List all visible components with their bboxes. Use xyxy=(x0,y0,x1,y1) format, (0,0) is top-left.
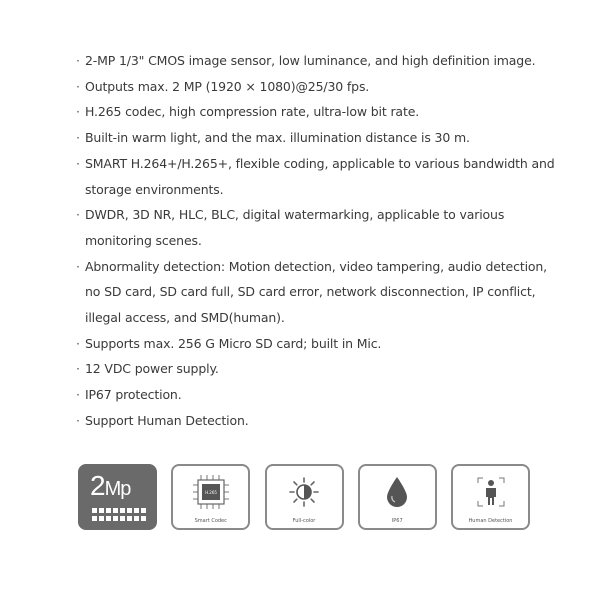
feature-list xyxy=(76,48,556,434)
human-detection-caption: Human Detection xyxy=(468,518,513,524)
feature-item xyxy=(76,125,556,151)
bullet: · xyxy=(76,130,80,146)
bullet: · xyxy=(76,361,80,377)
2mp-card xyxy=(78,464,157,530)
bullet: · xyxy=(76,258,80,274)
feature-text: 2-MP 1/3" CMOS image sensor, low luminance, and high definition image. xyxy=(85,53,536,68)
feature-item xyxy=(76,254,556,331)
bullet: · xyxy=(76,387,80,403)
bullet: · xyxy=(76,155,80,171)
ip67-card xyxy=(358,464,437,530)
feature-text: SMART H.264+/H.265+, flexible coding, applicable to various bandwidth and storage environments. xyxy=(85,155,555,197)
bullet: · xyxy=(76,53,80,68)
bullet: · xyxy=(76,335,80,351)
smart-codec-card xyxy=(171,464,250,530)
feature-text: Supports max. 256 G Micro SD card; built in Mic. xyxy=(85,335,382,351)
water-drop-icon xyxy=(382,474,412,510)
feature-text: 12 VDC power supply. xyxy=(85,361,219,377)
bullet: · xyxy=(76,207,80,223)
2mp-icon xyxy=(90,470,130,502)
bullet: · xyxy=(76,78,80,94)
ip67-caption: IP67 xyxy=(391,518,403,524)
feature-item xyxy=(76,356,556,382)
full-color-caption: Full-color xyxy=(292,518,316,524)
feature-text: Abnormality detection: Motion detection, video tampering, audio detection, no SD card, SD card full, SD card error, network disconnection, IP conflict, illegal access, and SMD(human). xyxy=(85,258,547,326)
feature-item xyxy=(76,408,556,434)
full-color-icon xyxy=(287,475,321,509)
feature-text: IP67 protection. xyxy=(85,387,182,403)
mp-unit: Mp xyxy=(104,478,131,500)
feature-item xyxy=(76,48,556,74)
feature-item xyxy=(76,151,556,202)
smart-codec-caption: Smart Codec xyxy=(194,518,227,524)
full-color-card xyxy=(265,464,344,530)
mp-number: 2 xyxy=(90,470,105,501)
feature-text: DWDR, 3D NR, HLC, BLC, digital watermarking, applicable to various monitoring scenes. xyxy=(85,207,505,248)
feature-item xyxy=(76,74,556,100)
chip-icon xyxy=(191,473,231,511)
feature-text: H.265 codec, high compression rate, ultra-low bit rate. xyxy=(85,104,420,120)
feature-item xyxy=(76,382,556,408)
feature-icon-row xyxy=(78,464,530,534)
feature-item xyxy=(76,331,556,357)
human-detection-icon xyxy=(474,474,508,510)
feature-text: Built-in warm light, and the max. illumination distance is 30 m. xyxy=(85,130,470,146)
feature-text: Support Human Detection. xyxy=(85,412,249,428)
feature-item xyxy=(76,99,556,125)
chip-label: H.265 xyxy=(204,490,217,495)
pixel-grid-icon xyxy=(92,508,146,522)
feature-item xyxy=(76,202,556,253)
human-detection-card xyxy=(451,464,530,530)
bullet: · xyxy=(76,412,80,428)
bullet: · xyxy=(76,104,80,120)
feature-text: Outputs max. 2 MP (1920 × 1080)@25/30 fps. xyxy=(85,78,370,94)
